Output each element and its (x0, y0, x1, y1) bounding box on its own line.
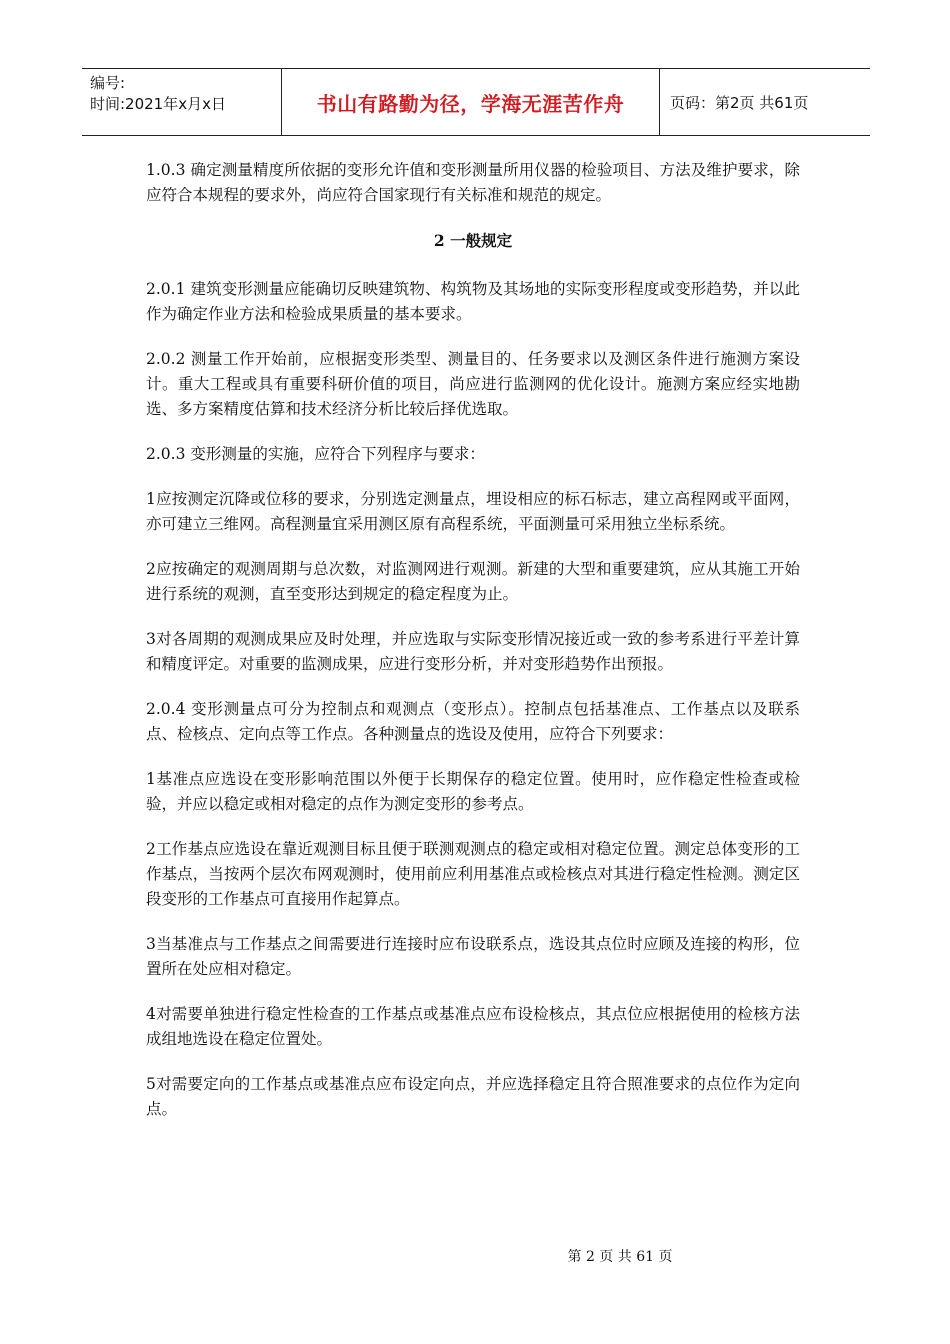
paragraph-2-0-4-item-3: 3当基准点与工作基点之间需要进行连接时应布设联系点，选设其点位时应顾及连接的构形，位置所在处应相对稳定。 (146, 935, 800, 978)
paragraph-2-0-3-item-1: 1应按测定沉降或位移的要求，分别选定测量点，埋设相应的标石标志，建立高程网或平面网，亦可建立三维网。高程测量宜采用测区原有高程系统，平面测量可采用独立坐标系统。 (146, 490, 800, 533)
time-label: 时间:2021年x月x日 (90, 95, 226, 113)
paragraph-2-0-4-item-1: 1基准点应选设在变形影响范围以外便于长期保存的稳定位置。使用时，应作稳定性检查或检验，并应以稳定或相对稳定的点作为测定变形的参考点。 (146, 770, 800, 813)
header-page-cell (660, 69, 870, 135)
page-info: 页码：第2页 共61页 (670, 93, 809, 112)
paragraph-2-0-3-item-3: 3对各周期的观测成果应及时处理，并应选取与实际变形情况接近或一致的参考系进行平差计算和精度评定。对重要的监测成果，应进行变形分析，并对变形趋势作出预报。 (146, 630, 800, 673)
paragraph-2-0-4-item-2: 2工作基点应选设在靠近观测目标且便于联测观测点的稳定或相对稳定位置。测定总体变形的工作基点，当按两个层次布网观测时，使用前应利用基准点或检核点对其进行稳定性检测。测定区段变形的工作基点可直接用作起算点。 (146, 840, 800, 908)
document-body (146, 158, 800, 1142)
number-label: 编号: (90, 74, 126, 92)
paragraph-2-0-1: 2.0.1 建筑变形测量应能确切反映建筑物、构筑物及其场地的实际变形程度或变形趋势，并以此作为确定作业方法和检验成果质量的基本要求。 (146, 280, 800, 323)
paragraph-2-0-3: 2.0.3 变形测量的实施，应符合下列程序与要求： (146, 445, 485, 463)
header-meta-cell (82, 69, 282, 135)
paragraph-2-0-4: 2.0.4 变形测量点可分为控制点和观测点（变形点）。控制点包括基准点、工作基点以及联系点、检核点、定向点等工作点。各种测量点的选设及使用，应符合下列要求： (146, 700, 800, 743)
paragraph-1-0-3: 1.0.3 确定测量精度所依据的变形允许值和变形测量所用仪器的检验项目、方法及维护要求，除应符合本规程的要求外，尚应符合国家现行有关标准和规范的规定。 (146, 161, 800, 204)
paragraph-2-0-4-item-4: 4对需要单独进行稳定性检查的工作基点或基准点应布设检核点，其点位应根据使用的检核方法成组地选设在稳定位置处。 (146, 1005, 800, 1048)
motto-text: 书山有路勤为径，学海无涯苦作舟 (316, 91, 625, 116)
header-table (82, 68, 870, 136)
header-motto-cell (282, 69, 660, 135)
paragraph-2-0-4-item-5: 5对需要定向的工作基点或基准点应布设定向点，并应选择稳定且符合照准要求的点位作为定向点。 (146, 1075, 800, 1118)
paragraph-2-0-3-item-2: 2应按确定的观测周期与总次数，对监测网进行观测。新建的大型和重要建筑，应从其施工开始进行系统的观测，直至变形达到规定的稳定程度为止。 (146, 560, 800, 603)
paragraph-2-0-2: 2.0.2 测量工作开始前，应根据变形类型、测量目的、任务要求以及测区条件进行施测方案设计。重大工程或具有重要科研价值的项目，尚应进行监测网的优化设计。施测方案应经实地勘选、多方案精度估算和技术经济分析比较后择优选取。 (146, 350, 800, 418)
section-title: 2 一般规定 (433, 231, 513, 250)
footer-page-number: 第 2 页 共 61 页 (567, 1249, 673, 1265)
page-footer (0, 1246, 950, 1266)
